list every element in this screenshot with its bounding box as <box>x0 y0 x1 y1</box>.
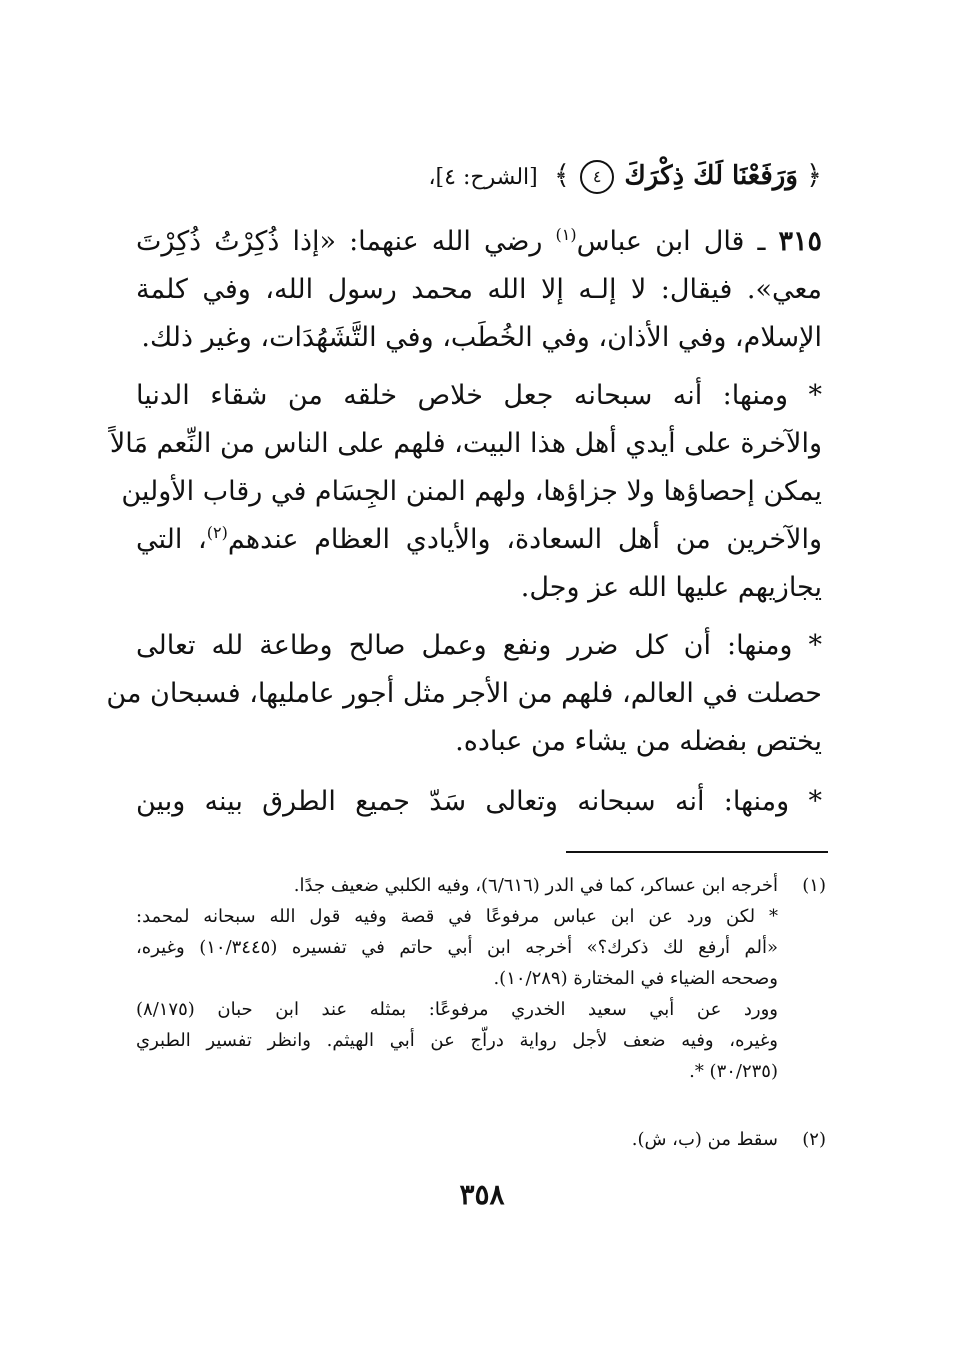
text-line: * ومنها: أن كل ضرر ونفع وعمل صالح وطاعة لله تعالى <box>136 630 822 661</box>
text-line: * ومنها: أنه سبحانه وتعالى سَدّ جميع الطرق بينه وبين <box>136 786 822 817</box>
footnote-ref-2[interactable]: (٢) <box>206 523 228 542</box>
footnote-line: * لكن ورد عن ابن عباس مرفوعًا في قصة وفيه قول الله سبحانه لمحمد: <box>136 906 778 927</box>
paragraph-315 <box>136 218 822 362</box>
paragraph-paths <box>136 778 822 826</box>
footnote-line: وغيره، وفيه ضعف لأجل رواية دراّج عن أبي الهيثم. وانظر تفسير الطبري <box>136 1030 778 1051</box>
quran-verse <box>428 154 822 198</box>
footnote-number-1: (١) <box>802 875 826 896</box>
text-line: حصلت في العالم، فلهم من الأجر مثل أجور عامليها، فسبحان من <box>106 678 822 709</box>
footnote-ref-1[interactable]: (١) <box>555 225 577 244</box>
text-line: معي». فيقال: لا إلـه إلا الله محمد رسول الله، وفي كلمة <box>136 274 822 305</box>
text-line: يختص بفضله من يشاء من عباده. <box>455 726 822 757</box>
text-line: الإسلام، وفي الأذان، وفي الخُطَب، وفي التَّشَهُدَات، وغير ذلك. <box>141 322 822 353</box>
footnote-separator <box>566 851 828 853</box>
footnote-2: (٢)سقط من (ب، ش). <box>136 1124 826 1155</box>
paragraph-reward <box>106 622 822 766</box>
text-line: والآخرة على أيدي أهل هذا البيت، فلهم على الناس من النِّعم مَالاً <box>109 428 822 459</box>
footnote-1: (١)أخرجه ابن عساكر، كما في الدر (٦/٦١٦)، وفيه الكلبي ضعيف جدًا. * لكن ورد عن ابن عباس مرفوعًا في قصة وفيه قول الله سبحانه لمحمد: «ألم أرفع لك ذكرك؟» أخرجه ابن أبي حاتم في تفسيره (١٠/٣٤٤٥) وغيره، وصححه الضياء في المختارة (١٠/٢٨٩). وورد عن أبي سعيد الخدري مرفوعًا: بمثله عند ابن حبان (٨/١٧٥) وغيره، وفيه ضعف لأجل رواية دراّج عن أبي الهيثم. وانظر تفسير الطبري (٣٠/٢٣٥) *. <box>136 870 826 1087</box>
verse-close-bracket: ﴾ <box>554 160 570 191</box>
verse-text: وَرَفَعْنَا لَكَ ذِكْرَكَ <box>624 161 798 191</box>
footnote-line: «ألم أرفع لك ذكرك؟» أخرجه ابن أبي حاتم في تفسيره (١٠/٣٤٤٥) وغيره، <box>136 937 779 958</box>
footnote-line: وصححه الضياء في المختارة (١٠/٢٨٩). <box>493 968 778 989</box>
footnote-line: (٣٠/٢٣٥) *. <box>689 1061 778 1082</box>
hadith-number: ٣١٥ <box>778 226 822 257</box>
ayah-number-icon: ٤ <box>580 160 614 194</box>
text-line: والآخرين من أهل السعادة، والأيادي العظام عندهم$^{(٢)}$، التي <box>136 523 822 555</box>
verse-open-bracket: ﴿ <box>806 160 822 191</box>
text-line: يجازيهم عليها الله عز وجل. <box>520 572 822 603</box>
footnote-line: وورد عن أبي سعيد الخدري مرفوعًا: بمثله عند ابن حبان (٨/١٧٥) <box>136 999 778 1020</box>
paragraph-blessings <box>109 372 822 612</box>
text-line: * ومنها: أنه سبحانه جعل خلاص خلقه من شقاء الدنيا <box>136 380 822 411</box>
footnote-number-2: (٢) <box>802 1129 826 1150</box>
page-number: ٣٥٨ <box>459 1178 505 1211</box>
verse-reference: [الشرح: ٤]، <box>428 165 538 190</box>
text-line: يمكن إحصاؤها ولا جزاؤها، ولهم المنن الجِسَام في رقاب الأولين <box>121 476 822 507</box>
text-line: ٣١٥ ـ قال ابن عباس$^{(١)}$ رضي الله عنهما: «إذا ذُكِرْتُ ذُكِرْتَ <box>136 225 822 257</box>
